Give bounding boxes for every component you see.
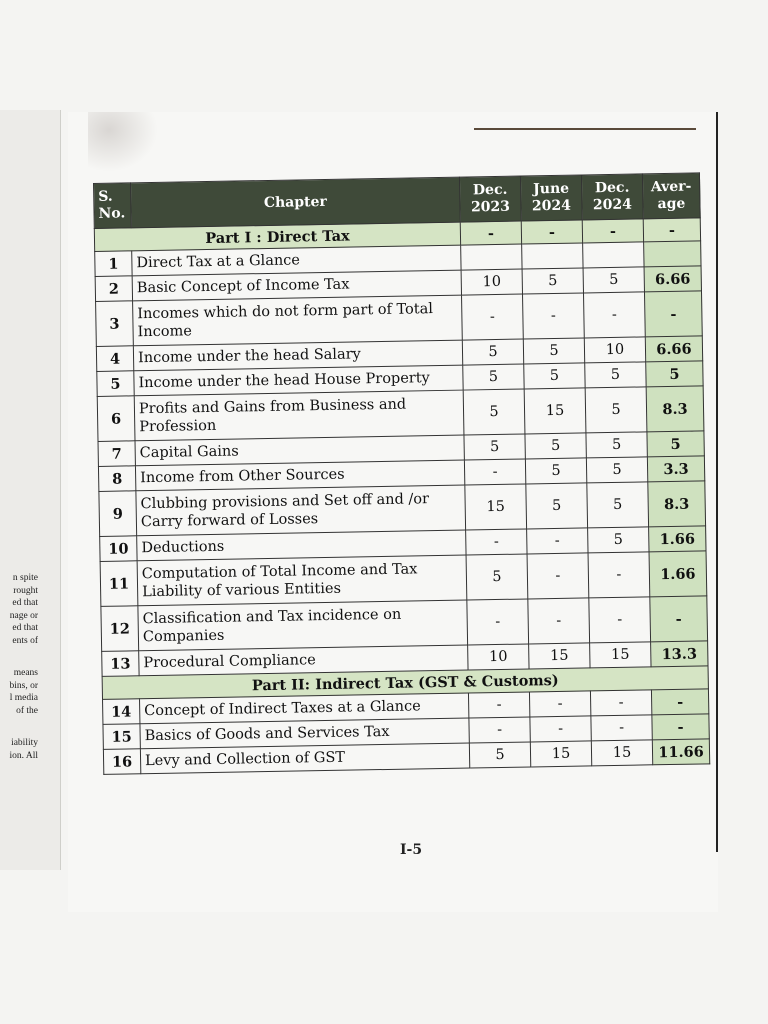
chapter-name: Clubbing provisions and Set off and /or Carry forward of Losses xyxy=(136,485,466,536)
marks-dec-2023: 5 xyxy=(466,554,528,600)
marks-average: 6.66 xyxy=(645,336,702,362)
marks-average: 6.66 xyxy=(644,266,701,292)
marks-dec-2023: 5 xyxy=(469,742,530,768)
marks-dec-2023: 5 xyxy=(463,389,525,435)
marks-average: 5 xyxy=(647,431,704,457)
marks-june-2024: 5 xyxy=(526,483,588,529)
row-number: 4 xyxy=(96,346,133,372)
marks-june-2024: 5 xyxy=(522,268,583,294)
chapter-name: Income from Other Sources xyxy=(135,460,464,491)
margin-rule xyxy=(716,112,718,852)
header-dec-2024: Dec. 2024 xyxy=(581,174,643,220)
left-page-text xyxy=(0,572,38,762)
part-blank-cell: - xyxy=(582,219,643,243)
marks-dec-2024: 5 xyxy=(588,527,649,553)
marks-dec-2023: 5 xyxy=(464,434,525,460)
part-heading: Part I : Direct Tax xyxy=(94,222,460,251)
chapter-name: Basics of Goods and Services Tax xyxy=(140,718,469,749)
marks-dec-2024 xyxy=(583,242,644,268)
chapter-name: Basic Concept of Income Tax xyxy=(132,270,461,301)
row-number: 3 xyxy=(96,301,134,347)
marks-dec-2023: - xyxy=(462,294,524,340)
marks-dec-2023: 10 xyxy=(461,269,522,295)
part-blank-cell: - xyxy=(521,220,582,244)
chapter-name: Levy and Collection of GST xyxy=(140,743,469,774)
marks-dec-2024: 5 xyxy=(585,387,647,433)
marks-dec-2023: - xyxy=(464,459,525,485)
marks-june-2024: 15 xyxy=(524,388,586,434)
header-average: Aver-age xyxy=(642,173,700,219)
part-heading: Part II: Indirect Tax (GST & Customs) xyxy=(102,666,708,700)
row-number: 10 xyxy=(100,536,137,562)
marks-average: - xyxy=(650,596,708,642)
chapter-name: Income under the head House Property xyxy=(134,365,463,396)
marks-dec-2024: 5 xyxy=(586,457,647,483)
page-number: I-5 xyxy=(400,842,423,858)
left-snippet: ed that xyxy=(12,623,38,633)
marks-average: 13.3 xyxy=(651,641,708,667)
left-snippet: nage or xyxy=(9,610,38,621)
marks-dec-2023: 15 xyxy=(465,484,527,530)
marks-average: 8.3 xyxy=(648,481,706,527)
row-number: 12 xyxy=(101,606,139,652)
marks-june-2024: 5 xyxy=(525,458,586,484)
marks-dec-2024: 10 xyxy=(584,337,645,363)
row-number: 11 xyxy=(100,561,138,607)
marks-dec-2024: 5 xyxy=(583,267,644,293)
marks-average: 3.3 xyxy=(647,456,704,482)
marks-average: 11.66 xyxy=(652,739,709,765)
marks-dec-2023 xyxy=(461,244,522,270)
marks-average: 5 xyxy=(646,361,703,387)
row-number: 7 xyxy=(98,441,135,467)
left-snippet: ents of xyxy=(12,635,38,646)
marks-dec-2024: - xyxy=(583,292,645,338)
marks-dec-2023: - xyxy=(467,599,529,645)
chapter-name: Incomes which do not form part of Total Income xyxy=(133,295,463,346)
marks-dec-2023: - xyxy=(468,692,529,718)
left-snippet: n spite xyxy=(12,573,38,583)
part-blank-cell: - xyxy=(643,218,700,242)
marks-dec-2023: 10 xyxy=(468,644,529,670)
chapter-name: Capital Gains xyxy=(135,435,464,466)
row-number: 16 xyxy=(103,749,140,775)
marks-dec-2024: - xyxy=(589,597,651,643)
marks-june-2024: 5 xyxy=(524,363,585,389)
chapter-name: Direct Tax at a Glance xyxy=(132,245,461,276)
left-snippet: l media xyxy=(9,693,38,703)
marks-june-2024: - xyxy=(527,528,588,554)
row-number: 5 xyxy=(97,371,134,397)
left-snippet: iability xyxy=(11,738,38,748)
left-snippet: of the xyxy=(16,705,38,716)
marks-june-2024 xyxy=(522,243,583,269)
marks-june-2024: 15 xyxy=(530,741,591,767)
chapter-name: Deductions xyxy=(137,530,466,561)
marks-june-2024: - xyxy=(528,598,590,644)
marks-june-2024: 5 xyxy=(525,433,586,459)
row-number: 13 xyxy=(102,651,139,677)
header-rule xyxy=(474,128,696,130)
row-number: 6 xyxy=(97,396,135,442)
chapter-name: Profits and Gains from Business and Profession xyxy=(134,390,464,441)
marks-dec-2024: 5 xyxy=(587,482,649,528)
marks-dec-2024: - xyxy=(591,715,652,741)
left-snippet: ion. All xyxy=(9,750,38,761)
marks-june-2024: - xyxy=(530,716,591,742)
marks-average: 8.3 xyxy=(646,386,704,432)
marks-june-2024: 15 xyxy=(529,643,590,669)
marks-dec-2024: - xyxy=(588,552,650,598)
marks-dec-2024: 5 xyxy=(585,362,646,388)
chapter-name: Income under the head Salary xyxy=(133,340,462,371)
row-number: 15 xyxy=(103,724,140,750)
row-number: 9 xyxy=(99,491,137,537)
marks-average: 1.66 xyxy=(649,551,707,597)
marks-june-2024: - xyxy=(527,553,589,599)
page-shadow xyxy=(88,112,158,172)
header-june-2024: June 2024 xyxy=(520,175,582,221)
marks-distribution-table xyxy=(93,172,710,775)
header-dec-2023: Dec. 2023 xyxy=(459,176,521,222)
marks-june-2024: - xyxy=(529,691,590,717)
row-number: 14 xyxy=(103,699,140,725)
chapter-name: Classification and Tax incidence on Companies xyxy=(138,600,468,651)
marks-average xyxy=(644,241,701,267)
part-blank-cell: - xyxy=(460,221,521,245)
left-snippet: ed that xyxy=(12,598,38,608)
marks-dec-2023: - xyxy=(469,717,530,743)
marks-dec-2024: 15 xyxy=(590,642,651,668)
marks-dec-2024: 15 xyxy=(591,740,652,766)
left-snippet: bins, or xyxy=(9,680,38,691)
left-snippet: rought xyxy=(13,585,38,596)
marks-average: - xyxy=(644,291,702,337)
row-number: 1 xyxy=(95,251,132,277)
header-sno: S. No. xyxy=(94,183,132,229)
chapter-name: Computation of Total Income and Tax Liability of various Entities xyxy=(137,555,467,606)
marks-june-2024: - xyxy=(523,293,585,339)
marks-dec-2024: 5 xyxy=(586,432,647,458)
left-snippet: means xyxy=(13,668,38,678)
marks-dec-2024: - xyxy=(590,690,651,716)
marks-dec-2023: 5 xyxy=(462,339,523,365)
chapter-name: Procedural Compliance xyxy=(139,645,468,676)
row-number: 2 xyxy=(95,276,132,302)
marks-average: - xyxy=(651,689,708,715)
row-number: 8 xyxy=(98,466,135,492)
marks-dec-2023: 5 xyxy=(463,364,524,390)
chapter-name: Concept of Indirect Taxes at a Glance xyxy=(140,693,469,724)
marks-dec-2023: - xyxy=(466,529,527,555)
header-chapter: Chapter xyxy=(131,177,461,228)
marks-average: - xyxy=(652,714,709,740)
marks-average: 1.66 xyxy=(649,526,706,552)
marks-june-2024: 5 xyxy=(523,338,584,364)
